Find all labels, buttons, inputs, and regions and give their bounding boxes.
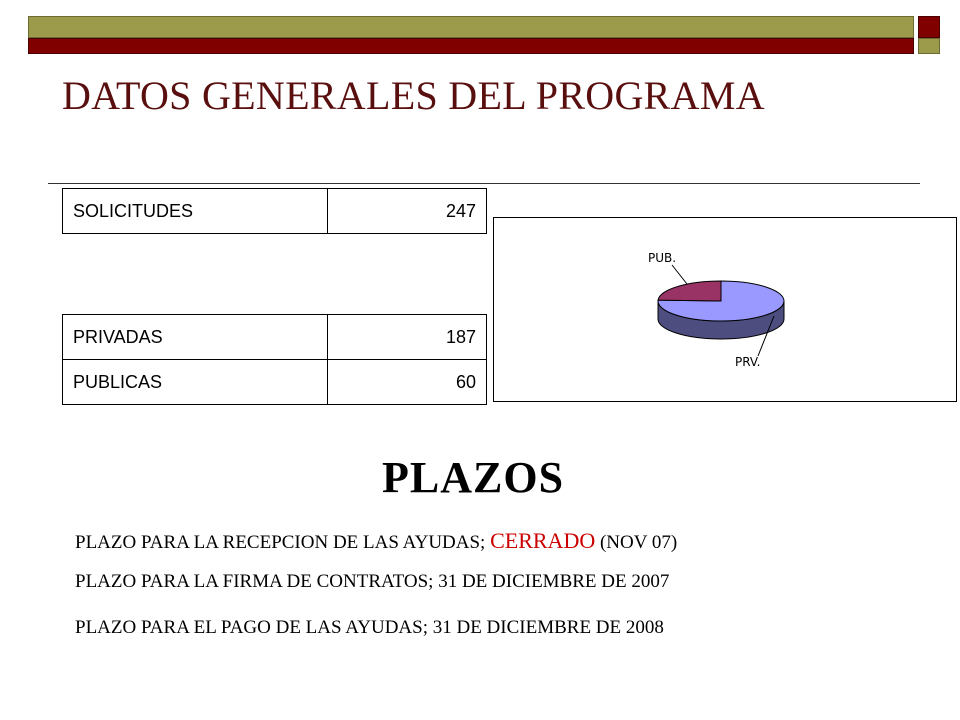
table-row [63,360,487,405]
pie-label-pub: PUB. [648,251,677,265]
plazo-pago: PLAZO PARA EL PAGO DE LAS AYUDAS; 31 DE DICIEMBRE DE 2008 [75,617,664,638]
top-bar-olive [28,16,914,38]
table-row [63,315,487,360]
title-divider [48,183,920,184]
corner-square-olive [918,38,940,54]
plazo-status-badge: CERRADO [490,528,596,553]
pie-chart [494,218,958,403]
top-bar-red [28,38,914,54]
slide-title: DATOS GENERALES DEL PROGRAMA [62,73,765,118]
breakdown-table [62,314,487,405]
privadas-label: PRIVADAS [63,315,328,360]
plazos-heading: PLAZOS [382,453,565,502]
plazo-firma: PLAZO PARA LA FIRMA DE CONTRATOS; 31 DE DICIEMBRE DE 2007 [75,571,670,592]
pie-label-prv: PRV. [735,355,761,369]
plazo-recepcion [75,528,677,554]
solicitudes-table [62,188,487,234]
pie-leader-line [672,265,687,284]
privadas-value: 187 [328,315,487,360]
plazo-recepcion-date: (NOV 07) [599,532,678,553]
solicitudes-value: 247 [328,189,487,234]
publicas-value: 60 [328,360,487,405]
publicas-label: PUBLICAS [63,360,328,405]
plazo-recepcion-text: PLAZO PARA LA RECEPCION DE LAS AYUDAS; [75,532,486,553]
table-row [63,189,487,234]
pie-slice-pub [658,281,721,301]
pie-chart-frame [493,217,957,402]
corner-square-red [918,16,940,38]
solicitudes-label: SOLICITUDES [63,189,328,234]
